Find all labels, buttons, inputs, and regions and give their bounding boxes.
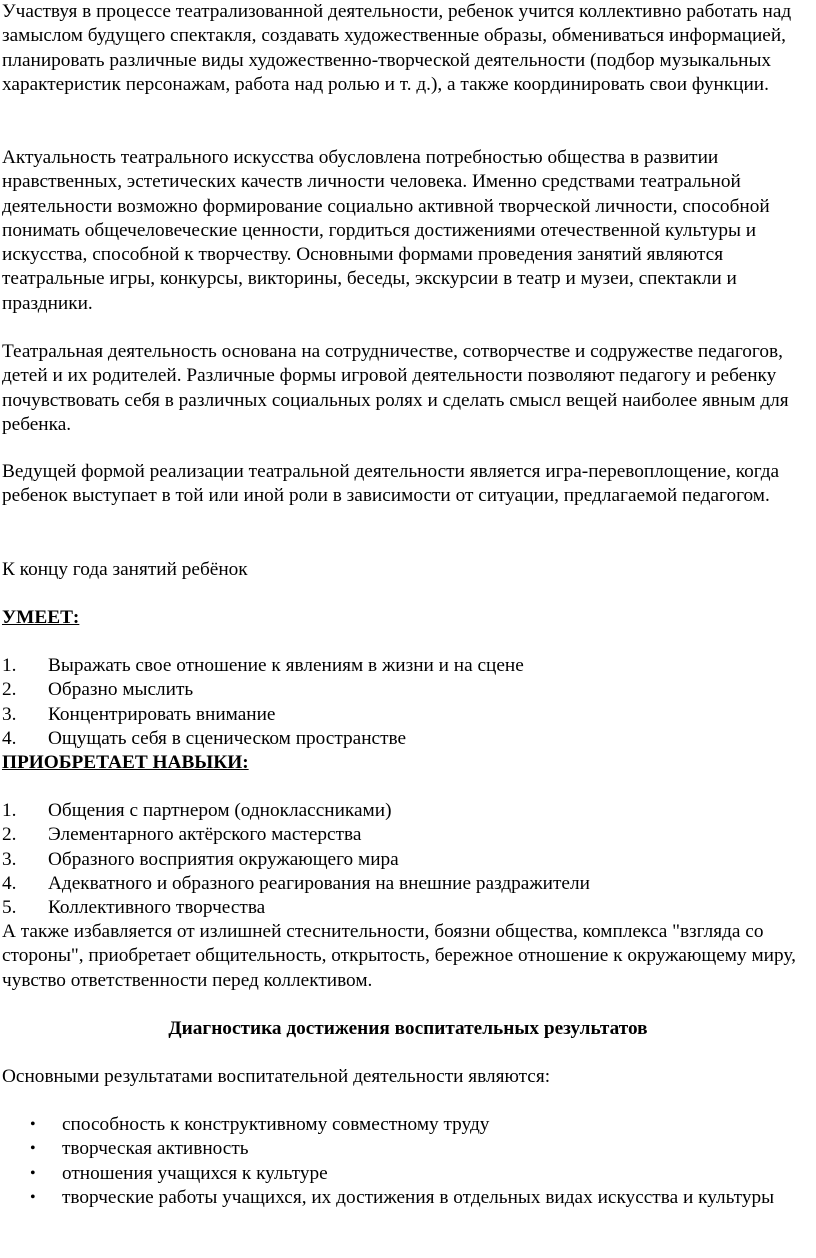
list-number: 2.	[2, 679, 17, 701]
bullet-icon: •	[30, 1140, 36, 1158]
bullet-icon: •	[30, 1164, 36, 1182]
list-text: творческая активность	[62, 1138, 249, 1160]
list-text: Адекватного и образного реагирования на внешние раздражители	[48, 872, 590, 894]
list-number: 1.	[2, 800, 17, 821]
list-number: 3.	[2, 848, 17, 870]
list-number: 4.	[2, 872, 17, 894]
paragraph-intro: Участвуя в процессе театрализованной деятельности, ребенок учится коллективно работать над замыслом будущего спектакля, создавать художественные образы, обмениваться информацией, планировать различные виды художественно-творческой деятельности (подбор музыкальных характеристик персонажам, работа над ролью и т. д.), а также координировать свои функции.	[2, 1, 792, 95]
bullet-icon: •	[30, 1116, 36, 1133]
list-text: Общения с партнером (одноклассниками)	[48, 800, 392, 821]
paragraph-also: А также избавляется от излишней стеснительности, боязни общества, комплекса "взгляда со стороны", приобретает общительность, открытость, бережное отношение к окружающему миру, чувство ответственности перед коллективом.	[2, 921, 796, 991]
list-text: Элементарного актёрского мастерства	[48, 824, 362, 846]
list-text: Коллективного творчества	[48, 897, 266, 919]
list-text: способность к конструктивному совместному труду	[62, 1114, 490, 1135]
list-text: Образно мыслить	[48, 679, 194, 701]
list-text: Ощущать себя в сценическом пространстве	[48, 727, 407, 749]
bullet-icon: •	[30, 1188, 36, 1206]
list-item	[0, 1137, 780, 1161]
results-list	[0, 1113, 780, 1210]
list-number: 5.	[2, 897, 17, 919]
paragraph-relevance: Актуальность театрального искусства обусловлена потребностью общества в развитии нравственных, эстетических качеств личности человека. Именно средствами театральной деятельности возможно формирование социально активной творческой личности, способной понимать общечеловеческие ценности, гордиться достижениями отечественной культуры и искусства, способной к творчеству. Основными формами проведения занятий являются театральные игры, конкурсы, викторины, беседы, экскурсии в театр и музеи, спектакли и праздники.	[2, 147, 770, 314]
list-number: 1.	[2, 655, 17, 676]
list-item	[0, 1162, 780, 1186]
skills-heading: УМЕЕТ:	[2, 607, 80, 628]
list-text: Выражать свое отношение к явлениям в жизни и на сцене	[48, 655, 524, 676]
list-number: 4.	[2, 727, 17, 749]
paragraph-leading-form: Ведущей формой реализации театральной деятельности является игра-перевоплощение, когда ребенок выступает в той или иной роли в зависимости от ситуации, предлагаемой педагогом.	[2, 461, 780, 507]
list-text: Концентрировать внимание	[48, 703, 276, 725]
paragraph-results: Основными результатами воспитательной деятельности являются:	[2, 1066, 551, 1087]
paragraph-year-end: К концу года занятий ребёнок	[2, 559, 248, 580]
list-text: Образного восприятия окружающего мира	[48, 848, 399, 870]
list-item	[0, 1186, 780, 1210]
list-text: творческие работы учащихся, их достижения в отдельных видах искусства и культуры	[62, 1186, 775, 1208]
habits-heading: ПРИОБРЕТАЕТ НАВЫКИ:	[2, 752, 249, 773]
list-text: отношения учащихся к культуре	[62, 1162, 328, 1184]
diagnostics-title: Диагностика достижения воспитательных результатов	[168, 1018, 648, 1039]
list-number: 3.	[2, 703, 17, 725]
list-item	[0, 1113, 780, 1137]
paragraph-cooperation: Театральная деятельность основана на сотрудничестве, сотворчестве и содружестве педагогов, детей и их родителей. Различные формы игровой деятельности позволяют педагогу и ребенку почувствовать себя в различных социальных ролях и сделать смысл вещей наиболее явным для ребенка.	[2, 341, 789, 435]
list-number: 2.	[2, 824, 17, 846]
